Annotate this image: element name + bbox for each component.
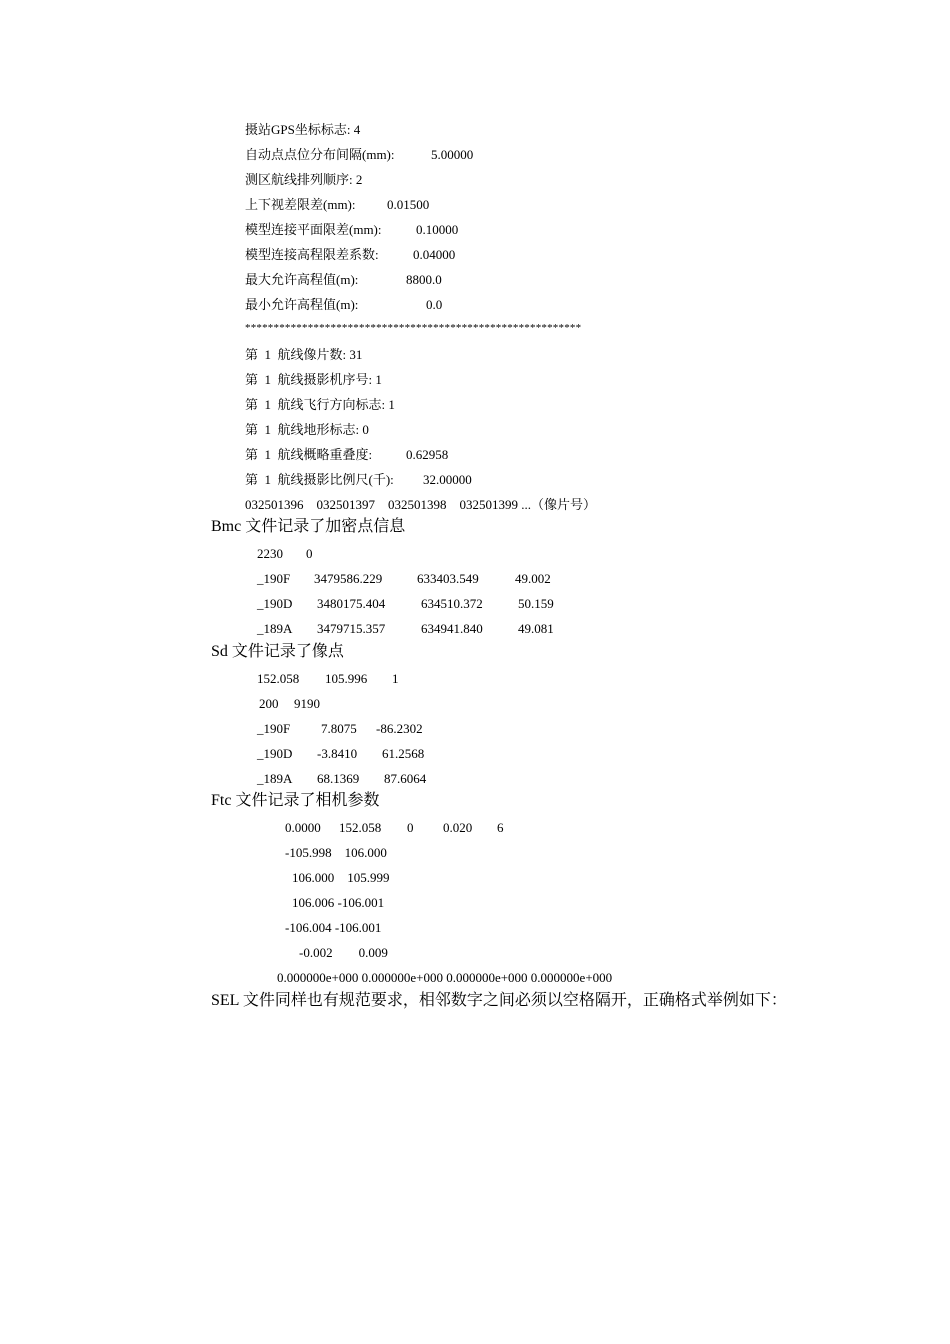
sd-cell: 7.8075 (321, 721, 357, 736)
param-model-plane-tolerance-value: 0.10000 (416, 222, 459, 237)
param-model-plane-tolerance-label: 模型连接平面限差(mm): (245, 222, 382, 237)
strip-overlap-label: 第 1 航线概略重叠度: (245, 447, 373, 462)
sd-row (0, 772, 950, 824)
photo-id-list: 032501396 032501397 032501398 032501399 ...（像片号） (245, 497, 597, 512)
strip-flight-direction: 第 1 航线飞行方向标志: 1 (245, 397, 395, 412)
param-strip-order: 测区航线排列顺序: 2 (245, 172, 363, 187)
strip-photo-count: 第 1 航线像片数: 31 (245, 347, 363, 362)
sd-cell: 61.2568 (382, 746, 425, 761)
ftc-coord-row: 106.006 -106.001 (292, 895, 385, 910)
bmc-cell: 3479586.229 (314, 571, 383, 586)
bmc-cell: _190F (257, 571, 291, 586)
bmc-cell: 633403.549 (417, 571, 479, 586)
sd-cell: 68.1369 (317, 771, 360, 786)
param-min-height-value: 0.0 (426, 297, 443, 312)
param-auto-point-interval-label: 自动点点位分布间隔(mm): (245, 147, 395, 162)
bmc-head-cell: 2230 (257, 546, 283, 561)
ftc-coord-row: -106.004 -106.001 (285, 920, 382, 935)
ftc-cell: 152.058 (339, 820, 382, 835)
bmc-head-cell: 0 (306, 546, 313, 561)
sd-head-cell: 200 (259, 696, 279, 711)
sd-cell: _190F (257, 721, 291, 736)
param-model-height-coef-value: 0.04000 (413, 247, 456, 262)
strip-scale-value: 32.00000 (423, 472, 472, 487)
sd-cell: _190D (257, 746, 293, 761)
param-parallax-tolerance-value: 0.01500 (387, 197, 430, 212)
param-max-height-value: 8800.0 (406, 272, 442, 287)
ftc-cell: 0.0000 (285, 820, 321, 835)
ftc-heading: Ftc 文件记录了相机参数 (211, 792, 380, 809)
param-gps-flag: 摄站GPS坐标标志: 4 (245, 122, 361, 137)
sd-head-cell: 1 (392, 671, 399, 686)
bmc-cell: 49.002 (515, 571, 551, 586)
param-max-height-label: 最大允许高程值(m): (245, 272, 359, 287)
bmc-cell: 634510.372 (421, 596, 483, 611)
sd-head-cell: 9190 (294, 696, 320, 711)
ftc-last-row: 0.000000e+000 0.000000e+000 0.000000e+000 0.000000e+000 (277, 970, 613, 985)
ftc-coord-row: -0.002 0.009 (299, 945, 388, 960)
bmc-cell: 3480175.404 (317, 596, 386, 611)
param-parallax-tolerance-label: 上下视差限差(mm): (245, 197, 356, 212)
param-min-height-label: 最小允许高程值(m): (245, 297, 359, 312)
sd-cell: _189A (257, 771, 293, 786)
sd-cell: -3.8410 (317, 746, 358, 761)
bmc-cell: 50.159 (518, 596, 554, 611)
sd-cell: -86.2302 (376, 721, 423, 736)
ftc-coord-row: -105.998 106.000 (285, 845, 387, 860)
sd-head-cell: 152.058 (257, 671, 300, 686)
strip-terrain-flag: 第 1 航线地形标志: 0 (245, 422, 369, 437)
strip-overlap-value: 0.62958 (406, 447, 449, 462)
bmc-cell: 49.081 (518, 621, 554, 636)
sd-cell: 87.6064 (384, 771, 427, 786)
param-model-height-coef-label: 模型连接高程限差系数: (245, 247, 379, 262)
sel-paragraph: SEL 文件同样也有规范要求，相邻数字之间必须以空格隔开，正确格式举例如下： (211, 992, 787, 1009)
ftc-cell: 0 (407, 820, 414, 835)
bmc-cell: 3479715.357 (317, 621, 386, 636)
sd-heading: Sd 文件记录了像点 (211, 643, 344, 660)
ftc-cell: 6 (497, 820, 504, 835)
separator-line: *********************************************************** (245, 322, 582, 334)
ftc-first-row (0, 821, 950, 899)
ftc-cell: 0.020 (443, 820, 473, 835)
sd-head-cell: 105.996 (325, 671, 368, 686)
bmc-cell: 634941.840 (421, 621, 483, 636)
param-auto-point-interval-value: 5.00000 (431, 147, 474, 162)
strip-camera-id: 第 1 航线摄影机序号: 1 (245, 372, 382, 387)
bmc-cell: _190D (257, 596, 293, 611)
strip-scale-label: 第 1 航线摄影比例尺(千): (245, 472, 394, 487)
bmc-heading: Bmc 文件记录了加密点信息 (211, 518, 406, 535)
ftc-coord-row: 106.000 105.999 (292, 870, 390, 885)
bmc-cell: _189A (257, 621, 293, 636)
